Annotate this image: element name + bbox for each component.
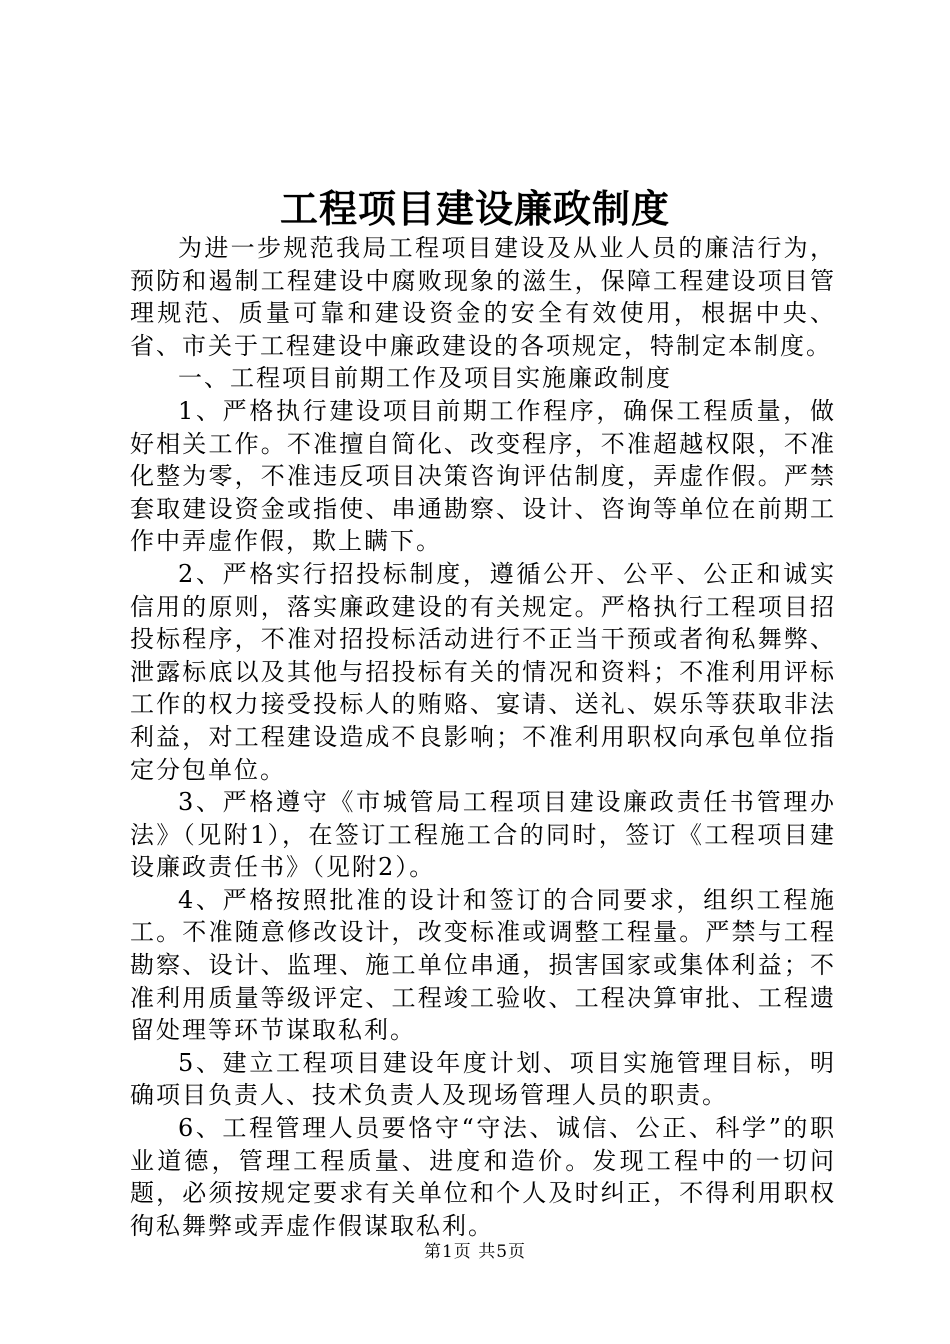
section-heading: 一、工程项目前期工作及项目实施廉政制度: [178, 364, 672, 393]
page-title: 工程项目建设廉政制度: [279, 186, 670, 231]
intro-paragraph: 为进一步规范我局工程项目建设及从业人员的廉洁行为，预防和遏制工程建设中腐败现象的滋生，保障工程建设项目管理规范、质量可靠和建设资金的安全有效使用，根据中央、省、市关于工程建设中廉政建设的各项规定，特制定本制度。: [130, 234, 836, 360]
page-number-footer: 第1页 共5页: [423, 1242, 527, 1262]
clause-5-paragraph: 5、建立工程项目建设年度计划、项目实施管理目标，明确项目负责人、技术负责人及现场管理人员的职责。: [130, 1048, 836, 1110]
clause-6-paragraph: 6、工程管理人员要恪守“守法、诚信、公正、科学”的职业道德，管理工程质量、进度和造价。发现工程中的一切问题，必须按规定要求有关单位和个人及时纠正，不得利用职权徇私舞弊或弄虚作假谋取私利。: [130, 1114, 836, 1240]
clause-4-paragraph: 4、严格按照批准的设计和签订的合同要求，组织工程施工。不准随意修改设计，改变标准或调整工程量。严禁与工程勘察、设计、监理、施工单位串通，损害国家或集体利益；不准利用质量等级评定、工程竣工验收、工程决算审批、工程遗留处理等环节谋取私利。: [130, 885, 836, 1045]
clause-2-paragraph: 2、严格实行招投标制度，遵循公开、公平、公正和诚实信用的原则，落实廉政建设的有关规定。严格执行工程项目招投标程序，不准对招投标活动进行不正当干预或者徇私舞弊、泄露标底以及其他与招投标有关的情况和资料；不准利用评标工作的权力接受投标人的贿赂、宴请、送礼、娱乐等获取非法利益，对工程建设造成不良影响；不准利用职权向承包单位指定分包单位。: [130, 559, 836, 784]
clause-3-paragraph: 3、严格遵守《市城管局工程项目建设廉政责任书管理办法》（见附1），在签订工程施工合的同时，签订《工程项目建设廉政责任书》（见附2）。: [130, 788, 836, 882]
document-body: [130, 232, 836, 1242]
clause-1-paragraph: 1、严格执行建设项目前期工作程序，确保工程质量，做好相关工作。不准擅自简化、改变程序，不准超越权限，不准化整为零，不准违反项目决策咨询评估制度，弄虚作假。严禁套取建设资金或指使、串通勘察、设计、咨询等单位在前期工作中弄虚作假，欺上瞒下。: [130, 396, 836, 556]
